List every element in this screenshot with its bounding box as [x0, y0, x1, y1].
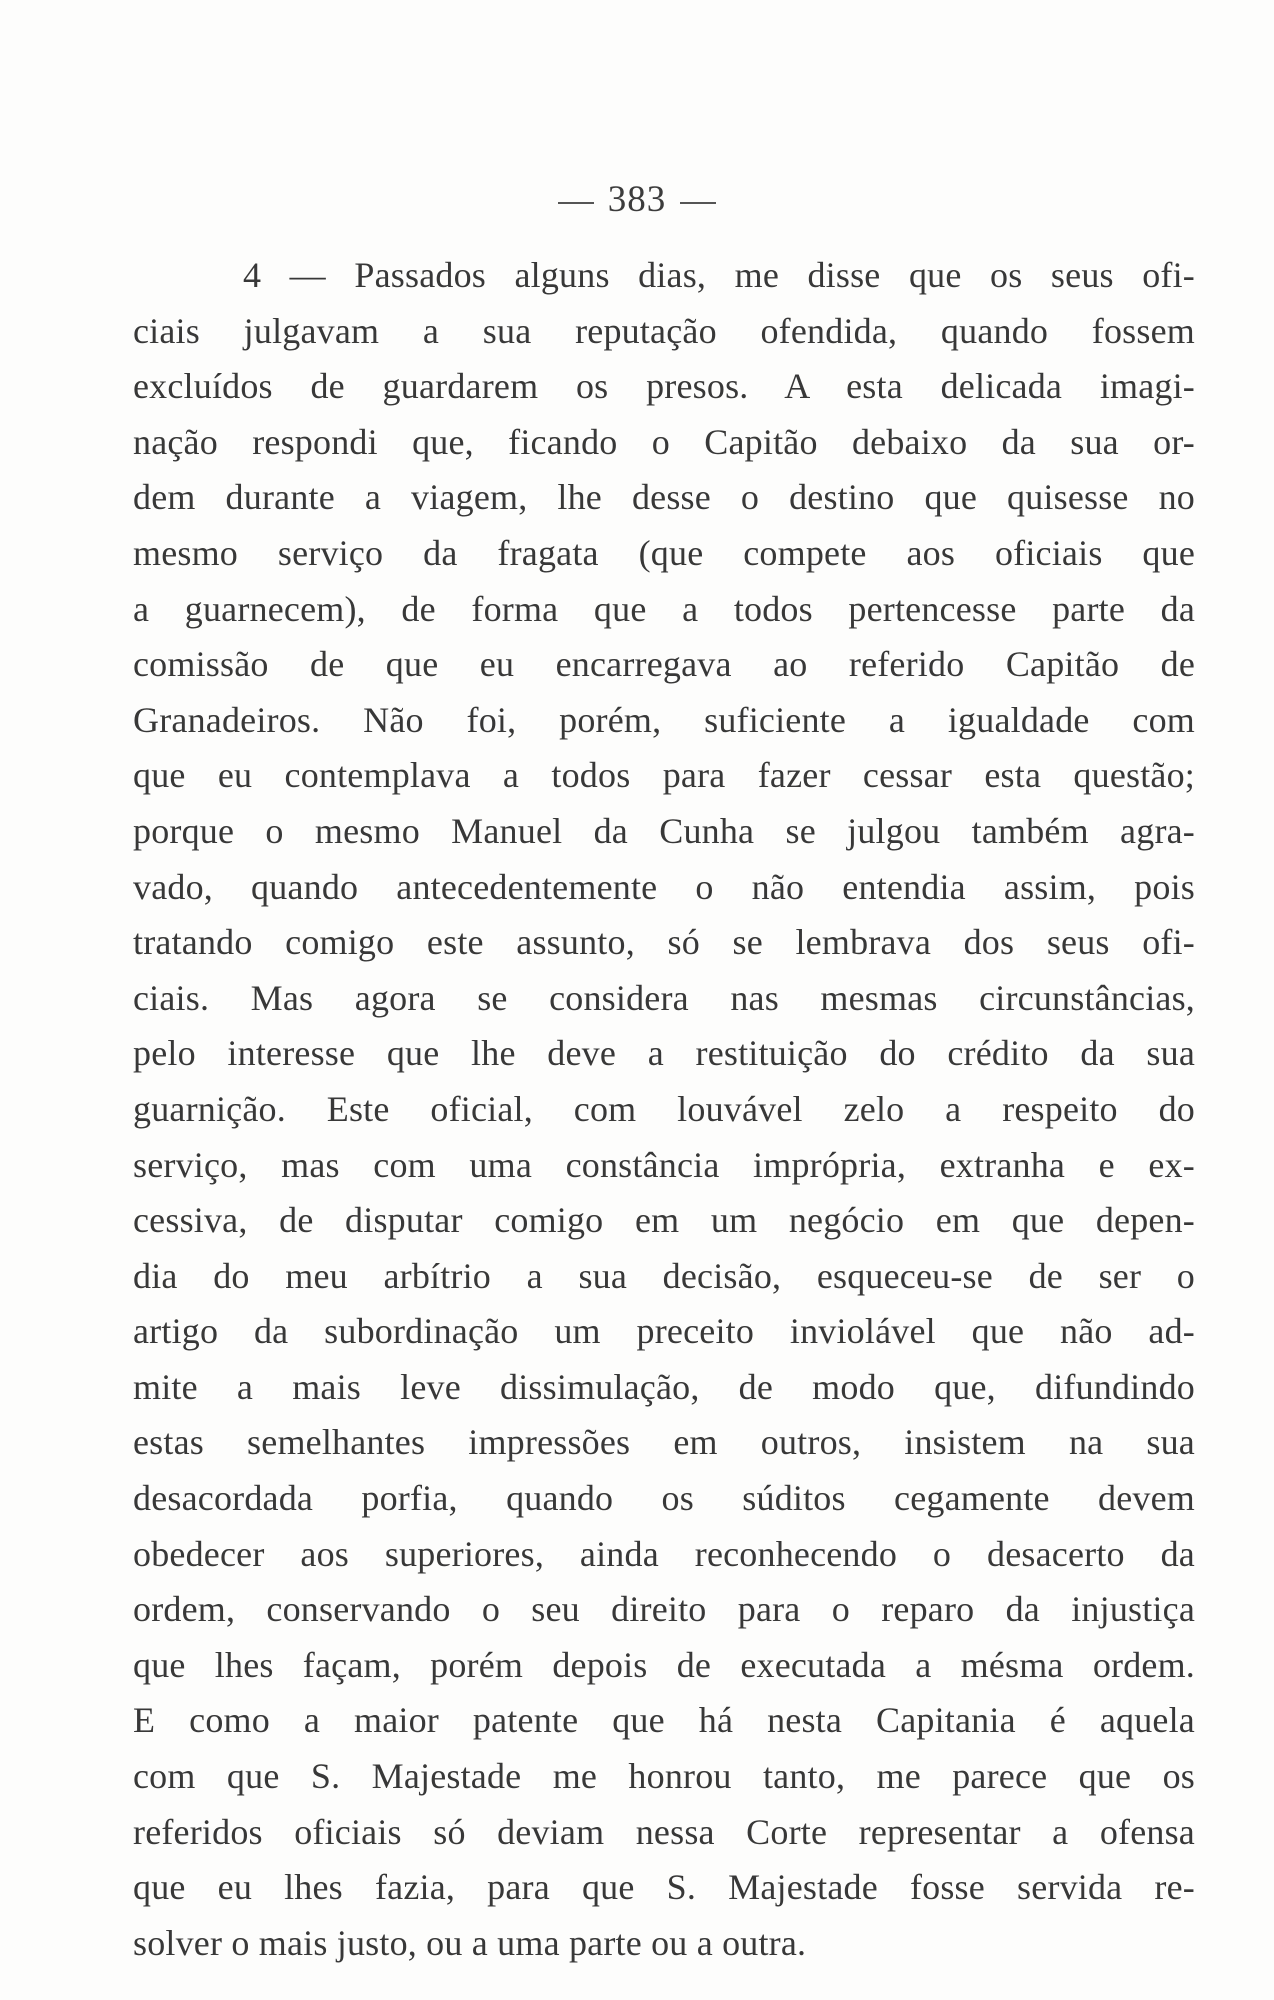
- text-line: a guarnecem), de forma que a todos pertencesse parte da: [133, 588, 1195, 629]
- text-line: tratando comigo este assunto, só se lembrava dos seus ofi-: [133, 922, 1195, 963]
- text-line: Granadeiros. Não foi, porém, suficiente a igualdade com: [133, 699, 1195, 740]
- text-line: mesmo serviço da fragata (que compete aos oficiais que: [133, 532, 1195, 573]
- text-line: mite a mais leve dissimulação, de modo que, difundindo: [133, 1366, 1195, 1407]
- text-line: excluídos de guardarem os presos. A esta delicada imagi-: [133, 366, 1195, 407]
- text-line: ciais julgavam a sua reputação ofendida, quando fossem: [133, 310, 1195, 351]
- text-line: que eu lhes fazia, para que S. Majestade fosse servida re-: [133, 1867, 1195, 1908]
- text-line: obedecer aos superiores, ainda reconhecendo o desacerto da: [133, 1533, 1195, 1574]
- text-line-last: solver o mais justo, ou a uma parte ou a outra.: [133, 1922, 807, 1963]
- paragraph: [133, 248, 1195, 1971]
- dash-left: [558, 202, 594, 204]
- text-line: vado, quando antecedentemente o não entendia assim, pois: [133, 866, 1195, 907]
- text-line: que lhes façam, porém depois de executada a mésma ordem.: [133, 1644, 1195, 1685]
- text-line: comissão de que eu encarregava ao referido Capitão de: [133, 644, 1195, 685]
- text-line: ordem, conservando o seu direito para o reparo da injustiça: [133, 1589, 1195, 1630]
- page-number: 383: [607, 179, 667, 220]
- text-line: 4 — Passados alguns dias, me disse que os seus ofi-: [243, 255, 1195, 295]
- text-line: desacordada porfia, quando os súditos cegamente devem: [133, 1478, 1195, 1519]
- dash-right: [680, 202, 716, 204]
- text-line: referidos oficiais só deviam nessa Corte representar a ofensa: [133, 1811, 1195, 1852]
- text-line: guarnição. Este oficial, com louvável zelo a respeito do: [133, 1088, 1195, 1129]
- text-line: dem durante a viagem, lhe desse o destino que quisesse no: [133, 477, 1195, 518]
- page-number-header: [0, 178, 1274, 221]
- text-line: artigo da subordinação um preceito inviolável que não ad-: [133, 1311, 1195, 1352]
- text-line: nação respondi que, ficando o Capitão debaixo da sua or-: [133, 421, 1195, 462]
- text-line: ciais. Mas agora se considera nas mesmas circunstâncias,: [133, 977, 1195, 1018]
- text-line: com que S. Majestade me honrou tanto, me parece que os: [133, 1756, 1195, 1797]
- text-line: E como a maior patente que há nesta Capitania é aquela: [133, 1700, 1195, 1741]
- text-line: estas semelhantes impressões em outros, insistem na sua: [133, 1422, 1195, 1463]
- text-line: cessiva, de disputar comigo em um negócio em que depen-: [133, 1200, 1195, 1241]
- text-line: porque o mesmo Manuel da Cunha se julgou também agra-: [133, 810, 1195, 851]
- text-line: pelo interesse que lhe deve a restituição do crédito da sua: [133, 1033, 1195, 1074]
- text-line: serviço, mas com uma constância imprópria, extranha e ex-: [133, 1144, 1195, 1185]
- text-line: que eu contemplava a todos para fazer cessar esta questão;: [133, 755, 1195, 796]
- text-line: dia do meu arbítrio a sua decisão, esqueceu-se de ser o: [133, 1255, 1195, 1296]
